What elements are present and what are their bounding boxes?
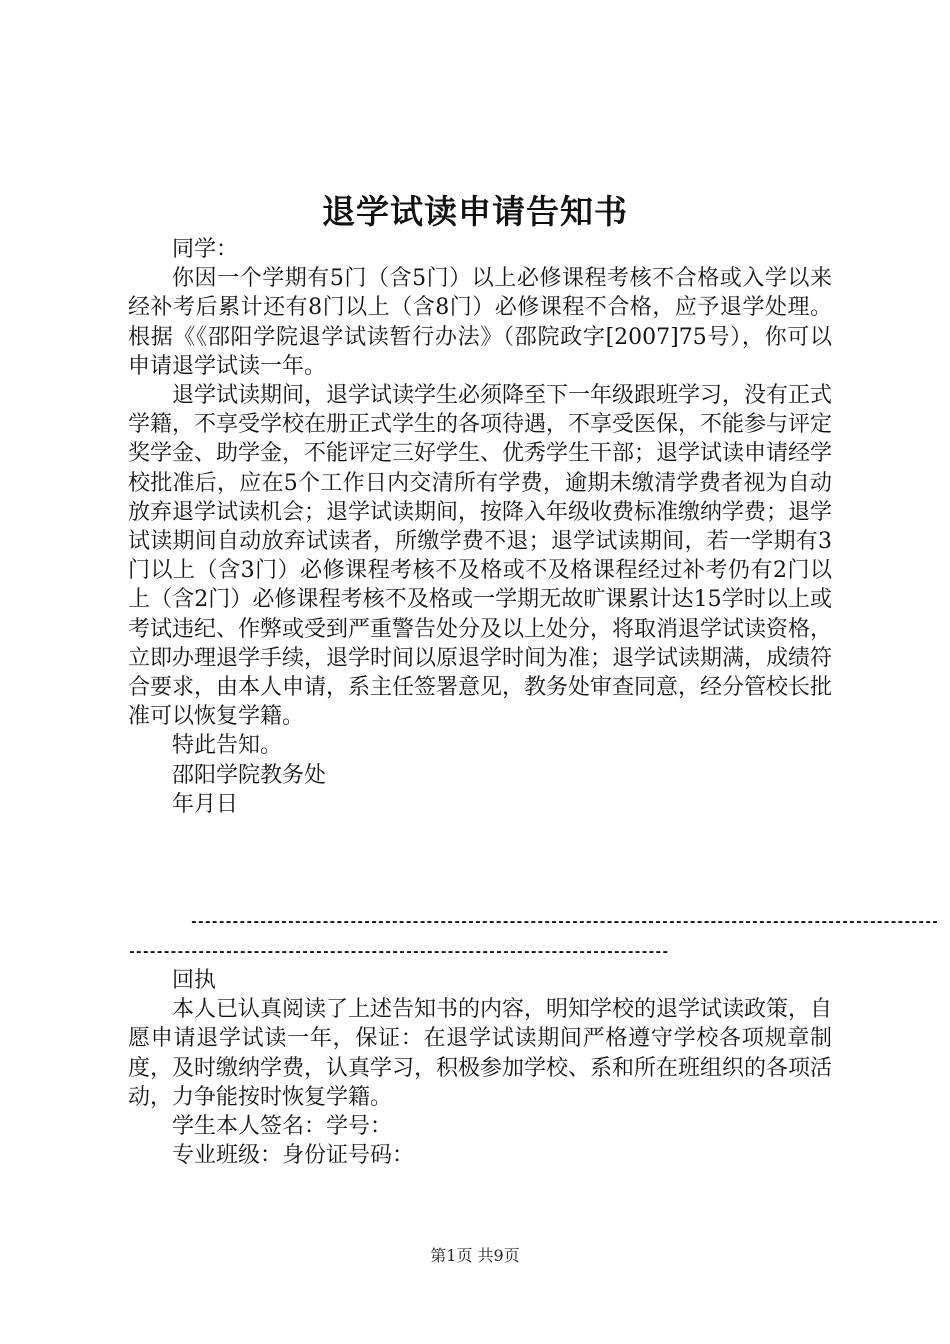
page-indicator: 第1页 共9页 (430, 1246, 520, 1265)
receipt-paragraph: 本人已认真阅读了上述告知书的内容，明知学校的退学试读政策，自愿申请退学试读一年，保证：在退学试读期间严格遵守学校各项规章制度，及时缴纳学费，认真学习，积极参加学校、系和所在班组织的各项活动，力争能按时恢复学籍。 (128, 997, 833, 1110)
receipt-section (128, 966, 832, 1170)
paragraph-1: 你因一个学期有5门（含5门）以上必修课程考核不合格或入学以来经补考后累计还有8门以上（含8门）必修课程不合格，应予退学处理。根据《《邵阳学院退学试读暂行办法》（邵院政字[2007]75号），你可以申请退学试读一年。 (128, 266, 832, 379)
date-line: 年月日 (172, 791, 239, 817)
receipt-heading: 回执 (172, 968, 217, 993)
separator-line-1: ------------------------------------------------------------------------------------------------------------ (190, 915, 939, 930)
paragraph-2: 退学试读期间，退学试读学生必须降至下一年级跟班学习，没有正式学籍，不享受学校在册正式学生的各项待遇，不享受医保，不能参与评定奖学金、助学金，不能评定三好学生、优秀学生干部；退学试读申请经学校批准后，应在5个工作日内交清所有学费，逾期未缴清学费者视为自动放弃退学试读机会；退学试读期间，按降入年级收费标准缴纳学费；退学试读期间自动放弃试读者，所缴学费不退；退学试读期间，若一学期有3门以上（含3门）必修课程考核不及格或不及格课程经过补考仍有2门以上（含2门）必修课程考核不及格或一学期无故旷课累计达15学时以上或考试违纪、作弊或受到严重警告处分及以上处分，将取消退学试读资格，立即办理退学手续，退学时间以原退学时间为准；退学试读期满，成绩符合要求，由本人申请，系主任签署意见，教务处审查同意，经分管校长批准可以恢复学籍。 (128, 383, 833, 730)
separator-line-2: ------------------------------------------------------------------------------ (128, 945, 669, 960)
notice-body (128, 235, 832, 819)
signature-id-field: 学生本人签名：学号： (172, 1114, 393, 1140)
class-idcard-field: 专业班级：身份证号码： (172, 1143, 415, 1169)
document-title: 退学试读申请告知书 (322, 192, 628, 231)
closing-line: 特此告知。 (172, 733, 283, 759)
salutation: 同学： (172, 237, 239, 262)
issuer-line: 邵阳学院教务处 (172, 762, 327, 788)
